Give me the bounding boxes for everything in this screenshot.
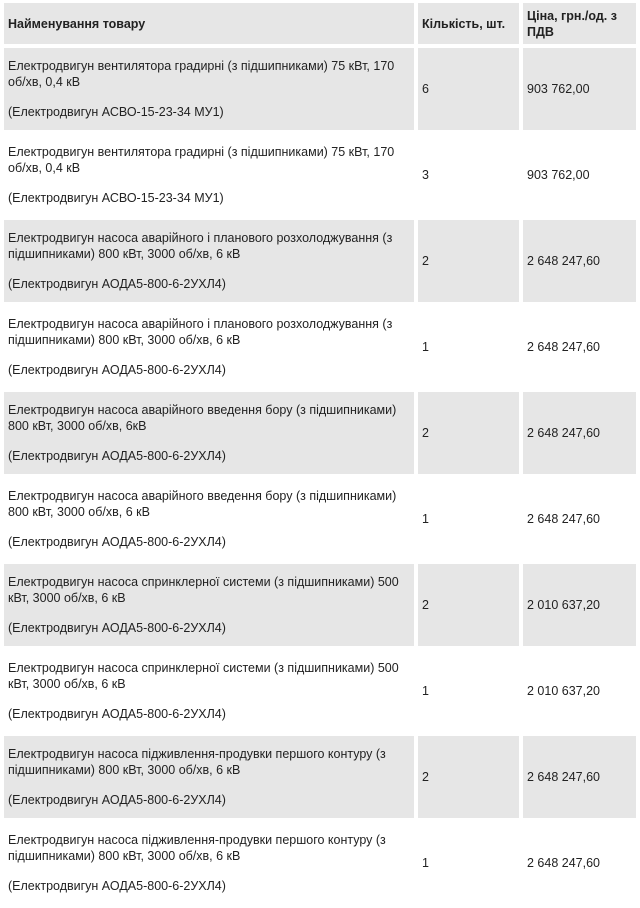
product-name: Електродвигун насоса підживлення-продувки першого контуру (з підшипниками) 800 кВт, 3000 об/хв, 6 кВ xyxy=(8,833,386,863)
product-name: Електродвигун насоса спринклерної системи (з підшипниками) 500 кВт, 3000 об/хв, 6 кВ xyxy=(8,575,399,605)
product-name: Електродвигун насоса аварійного і планового розхолоджування (з підшипниками) 800 кВт, 3000 об/хв, 6 кВ xyxy=(8,231,393,261)
quantity-cell: 3 xyxy=(418,134,519,216)
header-row xyxy=(4,3,636,44)
product-name: Електродвигун насоса аварійного введення бору (з підшипниками) 800 кВт, 3000 об/хв, 6кВ xyxy=(8,403,397,433)
price-cell: 2 010 637,20 xyxy=(523,564,636,646)
product-name: Електродвигун насоса аварійного і планового розхолоджування (з підшипниками) 800 кВт, 3000 об/хв, 6 кВ xyxy=(8,317,393,347)
product-name: Електродвигун насоса аварійного введення бору (з підшипниками) 800 кВт, 3000 об/хв, 6 кВ xyxy=(8,489,397,519)
product-name-cell xyxy=(4,48,414,130)
quantity-cell: 1 xyxy=(418,650,519,732)
product-model: (Електродвигун АОДА5-800-6-2УХЛ4) xyxy=(8,707,226,721)
price-cell: 903 762,00 xyxy=(523,48,636,130)
product-name: Електродвигун вентилятора градирні (з підшипниками) 75 кВт, 170 об/хв, 0,4 кВ xyxy=(8,145,395,175)
product-name-cell xyxy=(4,650,414,732)
price-cell: 2 648 247,60 xyxy=(523,306,636,388)
table-row xyxy=(4,48,636,130)
quantity-cell: 1 xyxy=(418,822,519,904)
product-model: (Електродвигун АСВО-15-23-34 МУ1) xyxy=(8,191,224,205)
price-cell: 2 648 247,60 xyxy=(523,822,636,904)
table-row xyxy=(4,392,636,474)
quantity-cell: 2 xyxy=(418,392,519,474)
table-row xyxy=(4,306,636,388)
table-row xyxy=(4,220,636,302)
product-model: (Електродвигун АОДА5-800-6-2УХЛ4) xyxy=(8,879,226,893)
product-name-cell xyxy=(4,220,414,302)
quantity-cell: 1 xyxy=(418,478,519,560)
product-name-cell xyxy=(4,736,414,818)
product-name-cell xyxy=(4,564,414,646)
price-cell: 2 648 247,60 xyxy=(523,392,636,474)
table-row xyxy=(4,134,636,216)
price-cell: 2 010 637,20 xyxy=(523,650,636,732)
product-model: (Електродвигун АОДА5-800-6-2УХЛ4) xyxy=(8,363,226,377)
header-quantity: Кількість, шт. xyxy=(418,3,519,44)
product-name: Електродвигун вентилятора градирні (з підшипниками) 75 кВт, 170 об/хв, 0,4 кВ xyxy=(8,59,395,89)
quantity-cell: 2 xyxy=(418,564,519,646)
product-model: (Електродвигун АСВО-15-23-34 МУ1) xyxy=(8,105,224,119)
product-model: (Електродвигун АОДА5-800-6-2УХЛ4) xyxy=(8,449,226,463)
product-name: Електродвигун насоса спринклерної системи (з підшипниками) 500 кВт, 3000 об/хв, 6 кВ xyxy=(8,661,399,691)
price-cell: 2 648 247,60 xyxy=(523,736,636,818)
price-cell: 903 762,00 xyxy=(523,134,636,216)
table-row xyxy=(4,822,636,904)
quantity-cell: 2 xyxy=(418,736,519,818)
table-row xyxy=(4,564,636,646)
table-row xyxy=(4,736,636,818)
product-name-cell xyxy=(4,306,414,388)
header-name: Найменування товару xyxy=(4,3,414,44)
header-price: Ціна, грн./од. з ПДВ xyxy=(523,3,636,44)
product-name-cell xyxy=(4,478,414,560)
product-model: (Електродвигун АОДА5-800-6-2УХЛ4) xyxy=(8,793,226,807)
product-model: (Електродвигун АОДА5-800-6-2УХЛ4) xyxy=(8,535,226,549)
price-cell: 2 648 247,60 xyxy=(523,220,636,302)
product-model: (Електродвигун АОДА5-800-6-2УХЛ4) xyxy=(8,277,226,291)
table-row xyxy=(4,478,636,560)
product-name-cell xyxy=(4,134,414,216)
product-name-cell xyxy=(4,392,414,474)
table-row xyxy=(4,650,636,732)
quantity-cell: 6 xyxy=(418,48,519,130)
price-cell: 2 648 247,60 xyxy=(523,478,636,560)
product-model: (Електродвигун АОДА5-800-6-2УХЛ4) xyxy=(8,621,226,635)
product-name-cell xyxy=(4,822,414,904)
product-name: Електродвигун насоса підживлення-продувки першого контуру (з підшипниками) 800 кВт, 3000 об/хв, 6 кВ xyxy=(8,747,386,777)
quantity-cell: 2 xyxy=(418,220,519,302)
quantity-cell: 1 xyxy=(418,306,519,388)
